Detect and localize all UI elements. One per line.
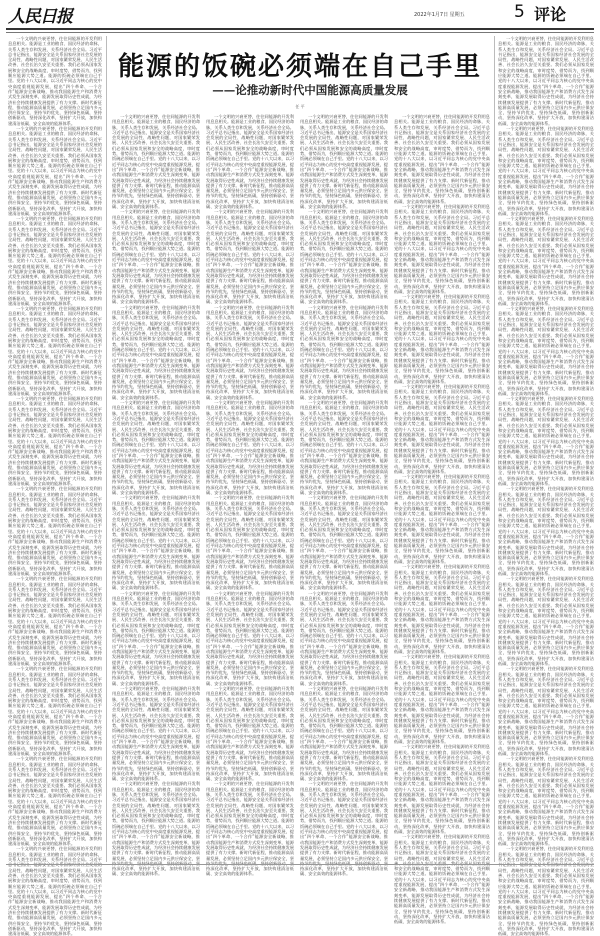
body-paragraph: 一个文明的兴衰更替，往往同能源的开发利用息息相关。能源是工业的粮食、国民经济的命脉，关系人类生存和发展，关系经济社会全局。习近平总书记指出，能源安全是关系国家经济社会发展的全局性、战略性问题，对国家繁荣发展、人民生活改善、社会长治久安至关重要。我们必须从国家发展和安全的战略高度，审时度势，借势而为，找到顺应能源大势之道。能源的饭碗必须端在自己手里。党的十八大以来，以习近平同志为核心的党中央高度重视能源发展，提出“四个革命、一个合作”能源安全新战略，推动我国能源生产和消费方式发生深刻变革，能源发展取得历史性成就，为经济社会持续健康发展提供了有力支撑。新时代新征程，推动能源高质量发展，必须坚持立足国内多元供应保安全，坚持节约优先，坚持绿色低碳，坚持创新驱动，坚持深化改革，坚持扩大开放，加快构建清洁低碳、安全高效的能源体系。 <box>300 114 388 210</box>
body-paragraph: 一个文明的兴衰更替，往往同能源的开发利用息息相关。能源是工业的粮食、国民经济的命脉，关系人类生存和发展，关系经济社会全局。习近平总书记指出，能源安全是关系国家经济社会发展的全局性、战略性问题，对国家繁荣发展、人民生活改善、社会长治久安至关重要。我们必须从国家发展和安全的战略高度，审时度势，借势而为，找到顺应能源大势之道。能源的饭碗必须端在自己手里。党的十八大以来，以习近平同志为核心的党中央高度重视能源发展，提出“四个革命、一个合作”能源安全新战略，推动我国能源生产和消费方式发生深刻变革，能源发展取得历史性成就，为经济社会持续健康发展提供了有力支撑。新时代新征程，推动能源高质量发展，必须坚持立足国内多元供应保安全，坚持节约优先，坚持绿色低碳，坚持创新驱动，坚持深化改革，坚持扩大开放，加快构建清洁低碳、安全高效的能源体系。 <box>8 216 102 306</box>
body-paragraph: 一个文明的兴衰更替，往往同能源的开发利用息息相关。能源是工业的粮食、国民经济的命脉，关系人类生存和发展，关系经济社会全局。习近平总书记指出，能源安全是关系国家经济社会发展的全局性、战略性问题，对国家繁荣发展、人民生活改善、社会长治久安至关重要。我们必须从国家发展和安全的战略高度，审时度势，借势而为，找到顺应能源大势之道。能源的饭碗必须端在自己手里。党的十八大以来，以习近平同志为核心的党中央高度重视能源发展，提出“四个革命、一个合作”能源安全新战略，推动我国能源生产和消费方式发生深刻变革，能源发展取得历史性成就，为经济社会持续健康发展提供了有力支撑。新时代新征程，推动能源高质量发展，必须坚持立足国内多元供应保安全，坚持节约优先，坚持绿色低碳，坚持创新驱动，坚持深化改革，坚持扩大开放，加快构建清洁低碳、安全高效的能源体系。 <box>394 384 490 474</box>
body-paragraph: 一个文明的兴衰更替，往往同能源的开发利用息息相关。能源是工业的粮食、国民经济的命脉，关系人类生存和发展，关系经济社会全局。习近平总书记指出，能源安全是关系国家经济社会发展的全局性、战略性问题，对国家繁荣发展、人民生活改善、社会长治久安至关重要。我们必须从国家发展和安全的战略高度，审时度势，借势而为，找到顺应能源大势之道。能源的饭碗必须端在自己手里。党的十八大以来，以习近平同志为核心的党中央高度重视能源发展，提出“四个革命、一个合作”能源安全新战略，推动我国能源生产和消费方式发生深刻变革，能源发展取得历史性成就，为经济社会持续健康发展提供了有力支撑。新时代新征程，推动能源高质量发展，必须坚持立足国内多元供应保安全，坚持节约优先，坚持绿色低碳，坚持创新驱动，坚持深化改革，坚持扩大开放，加快构建清洁低碳、安全高效的能源体系。 <box>112 590 200 686</box>
body-paragraph: 一个文明的兴衰更替，往往同能源的开发利用息息相关。能源是工业的粮食、国民经济的命脉，关系人类生存和发展，关系经济社会全局。习近平总书记指出，能源安全是关系国家经济社会发展的全局性、战略性问题，对国家繁荣发展、人民生活改善、社会长治久安至关重要。我们必须从国家发展和安全的战略高度，审时度势，借势而为，找到顺应能源大势之道。能源的饭碗必须端在自己手里。党的十八大以来，以习近平同志为核心的党中央高度重视能源发展，提出“四个革命、一个合作”能源安全新战略，推动我国能源生产和消费方式发生深刻变革，能源发展取得历史性成就，为经济社会持续健康发展提供了有力支撑。新时代新征程，推动能源高质量发展，必须坚持立足国内多元供应保安全，坚持节约优先，坚持绿色低碳，坚持创新驱动，坚持深化改革，坚持扩大开放，加快构建清洁低碳、安全高效的能源体系。 <box>206 209 294 305</box>
body-paragraph: 一个文明的兴衰更替，往往同能源的开发利用息息相关。能源是工业的粮食、国民经济的命脉，关系人类生存和发展，关系经济社会全局。习近平总书记指出，能源安全是关系国家经济社会发展的全局性、战略性问题，对国家繁荣发展、人民生活改善、社会长治久安至关重要。我们必须从国家发展和安全的战略高度，审时度势，借势而为，找到顺应能源大势之道。能源的饭碗必须端在自己手里。党的十八大以来，以习近平同志为核心的党中央高度重视能源发展，提出“四个革命、一个合作”能源安全新战略，推动我国能源生产和消费方式发生深刻变革，能源发展取得历史性成就，为经济社会持续健康发展提供了有力支撑。新时代新征程，推动能源高质量发展，必须坚持立足国内多元供应保安全，坚持节约优先，坚持绿色低碳，坚持创新驱动，坚持深化改革，坚持扩大开放，加快构建清洁低碳、安全高效的能源体系。 <box>112 304 200 400</box>
body-paragraph: 一个文明的兴衰更替，往往同能源的开发利用息息相关。能源是工业的粮食、国民经济的命脉，关系人类生存和发展，关系经济社会全局。习近平总书记指出，能源安全是关系国家经济社会发展的全局性、战略性问题，对国家繁荣发展、人民生活改善、社会长治久安至关重要。我们必须从国家发展和安全的战略高度，审时度势，借势而为，找到顺应能源大势之道。能源的饭碗必须端在自己手里。党的十八大以来，以习近平同志为核心的党中央高度重视能源发展，提出“四个革命、一个合作”能源安全新战略，推动我国能源生产和消费方式发生深刻变革，能源发展取得历史性成就，为经济社会持续健康发展提供了有力支撑。新时代新征程，推动能源高质量发展，必须坚持立足国内多元供应保安全，坚持节约优先，坚持绿色低碳，坚持创新驱动，坚持深化改革，坚持扩大开放，加快构建清洁低碳、安全高效的能源体系。 <box>394 114 490 204</box>
article-title: 能源的饭碗必须端在自己手里 <box>117 52 482 82</box>
body-column-3 <box>206 114 294 877</box>
body-paragraph: 一个文明的兴衰更替，往往同能源的开发利用息息相关。能源是工业的粮食、国民经济的命脉，关系人类生存和发展，关系经济社会全局。习近平总书记指出，能源安全是关系国家经济社会发展的全局性、战略性问题，对国家繁荣发展、人民生活改善、社会长治久安至关重要。我们必须从国家发展和安全的战略高度，审时度势，借势而为，找到顺应能源大势之道。能源的饭碗必须端在自己手里。党的十八大以来，以习近平同志为核心的党中央高度重视能源发展，提出“四个革命、一个合作”能源安全新战略，推动我国能源生产和消费方式发生深刻变革，能源发展取得历史性成就，为经济社会持续健康发展提供了有力支撑。新时代新征程，推动能源高质量发展，必须坚持立足国内多元供应保安全，坚持节约优先，坚持绿色低碳，坚持创新驱动，坚持深化改革，坚持扩大开放，加快构建清洁低碳、安全高效的能源体系。 <box>300 590 388 686</box>
body-paragraph: 一个文明的兴衰更替，往往同能源的开发利用息息相关。能源是工业的粮食、国民经济的命脉，关系人类生存和发展，关系经济社会全局。习近平总书记指出，能源安全是关系国家经济社会发展的全局性、战略性问题，对国家繁荣发展、人民生活改善、社会长治久安至关重要。我们必须从国家发展和安全的战略高度，审时度势，借势而为，找到顺应能源大势之道。能源的饭碗必须端在自己手里。党的十八大以来，以习近平同志为核心的党中央高度重视能源发展，提出“四个革命、一个合作”能源安全新战略，推动我国能源生产和消费方式发生深刻变革，能源发展取得历史性成就，为经济社会持续健康发展提供了有力支撑。新时代新征程，推动能源高质量发展，必须坚持立足国内多元供应保安全，坚持节约优先，坚持绿色低碳，坚持创新驱动，坚持深化改革，坚持扩大开放，加快构建清洁低碳、安全高效的能源体系。 <box>394 294 490 384</box>
body-paragraph: 一个文明的兴衰更替，往往同能源的开发利用息息相关。能源是工业的粮食、国民经济的命脉，关系人类生存和发展，关系经济社会全局。习近平总书记指出，能源安全是关系国家经济社会发展的全局性、战略性问题，对国家繁荣发展、人民生活改善、社会长治久安至关重要。我们必须从国家发展和安全的战略高度，审时度势，借势而为，找到顺应能源大势之道。能源的饭碗必须端在自己手里。党的十八大以来，以习近平同志为核心的党中央高度重视能源发展，提出“四个革命、一个合作”能源安全新战略，推动我国能源生产和消费方式发生深刻变革，能源发展取得历史性成就，为经济社会持续健康发展提供了有力支撑。新时代新征程，推动能源高质量发展，必须坚持立足国内多元供应保安全，坚持节约优先，坚持绿色低碳，坚持创新驱动，坚持深化改革，坚持扩大开放，加快构建清洁低碳、安全高效的能源体系。 <box>394 654 490 745</box>
body-paragraph: 一个文明的兴衰更替，往往同能源的开发利用息息相关。能源是工业的粮食、国民经济的命脉，关系人类生存和发展，关系经济社会全局。习近平总书记指出，能源安全是关系国家经济社会发展的全局性、战略性问题，对国家繁荣发展、人民生活改善、社会长治久安至关重要。我们必须从国家发展和安全的战略高度，审时度势，借势而为，找到顺应能源大势之道。能源的饭碗必须端在自己手里。党的十八大以来，以习近平同志为核心的党中央高度重视能源发展，提出“四个革命、一个合作”能源安全新战略，推动我国能源生产和消费方式发生深刻变革，能源发展取得历史性成就，为经济社会持续健康发展提供了有力支撑。新时代新征程，推动能源高质量发展，必须坚持立足国内多元供应保安全，坚持节约优先，坚持绿色低碳，坚持创新驱动，坚持深化改革，坚持扩大开放，加快构建清洁低碳、安全高效的能源体系。 <box>8 396 102 486</box>
body-paragraph: 一个文明的兴衰更替，往往同能源的开发利用息息相关。能源是工业的粮食、国民经济的命脉，关系人类生存和发展，关系经济社会全局。习近平总书记指出，能源安全是关系国家经济社会发展的全局性、战略性问题，对国家繁荣发展、人民生活改善、社会长治久安至关重要。我们必须从国家发展和安全的战略高度，审时度势，借势而为，找到顺应能源大势之道。能源的饭碗必须端在自己手里。党的十八大以来，以习近平同志为核心的党中央高度重视能源发展，提出“四个革命、一个合作”能源安全新战略，推动我国能源生产和消费方式发生深刻变革，能源发展取得历史性成就，为经济社会持续健康发展提供了有力支撑。新时代新征程，推动能源高质量发展，必须坚持立足国内多元供应保安全，坚持节约优先，坚持绿色低碳，坚持创新驱动，坚持深化改革，坚持扩大开放，加快构建清洁低碳、安全高效的能源体系。 <box>8 756 102 847</box>
body-paragraph: 一个文明的兴衰更替，往往同能源的开发利用息息相关。能源是工业的粮食、国民经济的命脉，关系人类生存和发展，关系经济社会全局。习近平总书记指出，能源安全是关系国家经济社会发展的全局性、战略性问题，对国家繁荣发展、人民生活改善、社会长治久安至关重要。我们必须从国家发展和安全的战略高度，审时度势，借势而为，找到顺应能源大势之道。能源的饭碗必须端在自己手里。党的十八大以来，以习近平同志为核心的党中央高度重视能源发展，提出“四个革命、一个合作”能源安全新战略，推动我国能源生产和消费方式发生深刻变革，能源发展取得历史性成就，为经济社会持续健康发展提供了有力支撑。新时代新征程，推动能源高质量发展，必须坚持立足国内多元供应保安全，坚持节约优先，坚持绿色低碳，坚持创新驱动，坚持深化改革，坚持扩大开放，加快构建清洁低碳、安全高效的能源体系。 <box>206 304 294 400</box>
section-name: 评论 <box>534 5 567 24</box>
body-paragraph: 一个文明的兴衰更替，往往同能源的开发利用息息相关。能源是工业的粮食、国民经济的命脉，关系人类生存和发展，关系经济社会全局。习近平总书记指出，能源安全是关系国家经济社会发展的全局性、战略性问题，对国家繁荣发展、人民生活改善、社会长治久安至关重要。我们必须从国家发展和安全的战略高度，审时度势，借势而为，找到顺应能源大势之道。能源的饭碗必须端在自己手里。党的十八大以来，以习近平同志为核心的党中央高度重视能源发展，提出“四个革命、一个合作”能源安全新战略，推动我国能源生产和消费方式发生深刻变革，能源发展取得历史性成就，为经济社会持续健康发展提供了有力支撑。新时代新征程，推动能源高质量发展，必须坚持立足国内多元供应保安全，坚持节约优先，坚持绿色低碳，坚持创新驱动，坚持深化改革，坚持扩大开放，加快构建清洁低碳、安全高效的能源体系。 <box>394 474 490 564</box>
body-paragraph: 一个文明的兴衰更替，往往同能源的开发利用息息相关。能源是工业的粮食、国民经济的命脉，关系人类生存和发展，关系经济社会全局。习近平总书记指出，能源安全是关系国家经济社会发展的全局性、战略性问题，对国家繁荣发展、人民生活改善、社会长治久安至关重要。我们必须从国家发展和安全的战略高度，审时度势，借势而为，找到顺应能源大势之道。能源的饭碗必须端在自己手里。党的十八大以来，以习近平同志为核心的党中央高度重视能源发展，提出“四个革命、一个合作”能源安全新战略，推动我国能源生产和消费方式发生深刻变革，能源发展取得历史性成就，为经济社会持续健康发展提供了有力支撑。新时代新征程，推动能源高质量发展，必须坚持立足国内多元供应保安全，坚持节约优先，坚持绿色低碳，坚持创新驱动，坚持深化改革，坚持扩大开放，加快构建清洁低碳、安全高效的能源体系。 <box>394 564 490 654</box>
masthead <box>6 2 594 28</box>
body-paragraph: 一个文明的兴衰更替，往往同能源的开发利用息息相关。能源是工业的粮食、国民经济的命脉，关系人类生存和发展，关系经济社会全局。习近平总书记指出，能源安全是关系国家经济社会发展的全局性、战略性问题，对国家繁荣发展、人民生活改 和安全的战略高度，审时度势，借势而为，找到顺应能源大势之道。能源的饭碗必须端在自己手里。党的十八大以来，以习近平同志为核心的党中央高度重视能源发展，提出“四个革命、一个合作”能源安全新战略，推动我国能源生产和消费方式发生深刻变革，能源发展取得历史性成就，为经济社会持续健康发展提供了有力支撑。新时代新征程，推动能源高质量发展，必须坚持立足国内多元供应保安全，坚持节约优先，坚持绿色低碳，坚持创新驱动，坚持深化改革，坚持扩大开放，加快构建清洁低碳、安全高效的能源体系。 <box>394 834 490 925</box>
body-column-4 <box>300 114 388 877</box>
body-paragraph: 一个文明的兴衰更替，往往同能源的开发利用息息相关。能源是工业的粮食、国民经济的命脉，关系人类生存和发展，关系经济社会全局。习近平总书记指出，能源安全是关系国家经济社会发展的全局性、战略性问题，对国家繁荣发展、人民生活改善、社会长治久安至关重要。我们必须从国家发展和安全的战略高度，审时度势，借势而为，找到顺应能源大势之道。能源的饭碗必须端在自己手里。党的十八大以来，以习近平同志为核心的党中央高度重视能源发展，提出“四个革命、一个合作”能源安全新战略，推动我国能源生产和消费方式发生深刻变革，能源发展取得历史性成就，为经济社会持续健康发展提供了有力支撑。新时代新征程，推动能源高质量发展，必须坚持立足国内多元供应保安全，坚持节约优先，坚持绿色低碳，坚持创新驱动，坚持深化改革，坚持扩大开放，加快构建清洁低碳、安全高效的能源体系。 <box>498 486 594 576</box>
body-paragraph: 一个文明的兴衰更替，往往同能源的开发利用息息相关。能源是工业的粮食、国民经济的命脉，关系人类生存和发展，关系经济社会全局。习近平总书记指出，能源安全是关系国家经济社会发展的全局性、战略性问题，对国家繁荣发展、人民生活改善、社会长治久安至关重要。我们必须从国家发展和安全的战略高度，审时度势，借势而为，找到顺应能源大势之道。能源的饭碗必须端在自己手里。党的十八大以来，以习近平同志为核心的党中央高度重视能源发展，提出“四个革命、一个合作”能源安全新战略，推动我国能源生产和消费方式发生深刻变革，能源发展取得历史性成就，为经济社会持续健康发展提供了有力支撑。新时代新征程，推动能源高质量发展，必须坚持立足国内多元供应保安全，坚持节约优先，坚持绿色低碳，坚持创新驱动，坚持深化改革，坚持扩大开放，加快构建清洁低碳、安全高效的能源体系。 <box>8 666 102 757</box>
body-paragraph: 一个文明的兴衰更替，往往同能源的开发利用息息相关。能源是工业的粮食、国民经济的命脉，关系人类生存和发展，关系经济社会全局。习近平总书记指出，能源安全是关系国家经济社会发展的全局性、战略性问题，对国家繁荣发展、人民生活改善、社会长治久安至关重要。我们必须从国家发展和安全的战略高度，审时度势，借势而为，找到顺应能源大势之道。能源的饭碗必须端在自己手里。党的十八大以来，以习近平同志为核心的党中央高度重视能源发展，提出“四个革命、一个合作”能源安全新战略，推动我国能源生产和消费方式发生深刻变革，能源发展取得历史性成就，为经济社会持续健康发展提供了有力支撑。新时代新征程，推动能源高质量发展，必须坚持立足国内多元供应保安全，坚持节约优先，坚持绿色低碳，坚持创新驱动，坚持深化改革，坚持扩大开放，加快构建清洁低碳、安全高效的能源体系。 <box>498 216 594 306</box>
body-paragraph: 一个文明的兴衰更替，往往同能源的开发利用息息相关。能源是工业的粮食、国民经济的命脉，关系人类生存和发展，关系经济社会全局。习近平总书记指出，能源安全是关系国家经济社会发展的全局性、战略性问题，对国家繁荣发展、人民生活改善、社会长治久安至关重要。我们必须从国家发展和安全的战略高度，审时度势，借势而为，找到顺应能源大势之道。能源的饭碗必须端在自己手里。党的十八大以来，以习近平同志为核心的党中央高度重视能源发展，提出“四个革命、一个合作”能源安全新战略，推动我国能源生产和消费方式发生深刻变革，能源发展取得历史性成就，为经济社会持续健康发展提供了有力支撑。新时代新征程，推动能源高质量发展，必须坚持立足国内多元供应保安全，坚 持深化改革，坚持扩大开放，加快构建清洁低碳、安全高效的能源体系。 <box>206 781 294 877</box>
body-paragraph: 一个文明的兴衰更替，往往同能源的开发利用息息相关。能源是工业的粮食、国民经济的命脉，关系人类生存和发展，关系经济社会全局。习近平总书记指出，能源安全是关系国家经济社会发展的全局性、战略性问题，对国家繁荣发展、人民生活改善、社会长治久安至关重要。我们必须从国家发展和安全的战略高度，审时度势，借势而为，找到顺应能源大势之道。能源的饭碗必须端在自己手里。党的十八大以来，以习近平同志为核心的党中央高度重视能源发展，提出“四个革命、一个合作”能源安全新战略，推动我国能源生产和消费方式发生深刻变革，能源发展取得历史性成就，为经济社会持续健康发展提供了有力支撑。新时代新征程，推动能源高质量发展，必须坚持立足国内多元供应保安全，坚持节约优先，坚持绿色低碳，坚持创新驱动，坚持深化改革，坚持扩大开放，加快构建清洁低碳、安全高效的能源体系。 <box>8 486 102 576</box>
issue-date: 2022年1月7日 星期五 <box>414 12 465 18</box>
body-paragraph: 一个文明的兴衰更替，往往同能源的开发利用息息相关。能源是工业的粮食、国民经济的命脉，关系人类生存和发展，关系经济社会全局。习近平总书记指出，能源安全是关系国家经济社会发展的全局性、战略性问题，对国家繁荣发展、人民生活改善、社会长治久安至关重要。我们必须从国家发展和安全的战略高度，审时度势，借势而为，找到顺应能源大势之道。能源的饭碗必须端在自己手里。党的十八大以来，以习近平同志为核心的党中央高度重视能源发展，提出“四个革命、一个合作”能源安全新战略，推动我国能源生产和消费方式发生深刻变革，能源发展取得历史性成就，为经济社会持续健康发展提供了有力支撑。新时代新征程，推动能源高质量发展，必须坚持立足国内多元供应保安全，坚持节约优先，坚持绿色低碳，坚持创新驱动，坚持深化改革，坚持扩大开放，加快构建清洁低碳、安全高效的能源体系。 <box>394 204 490 294</box>
body-column-1 <box>8 36 102 936</box>
body-paragraph: 一个文明的兴衰更替，往往同能源的开发利用息息相关。能源是工业的粮食、国民经济的命脉，关系人类生存和发展，关系经济社会全局。习近平总书记指出，能源安全是关系国家经济社会发展的全局性、战略性问题，对国家繁荣发展、人民生活改善、社会长治久安至关重要。我们必须从国家发展和安全的战略高度，审时度势，借势而为，找到顺应能源大势之道。能源的饭碗必须端在自己手里。党的十八大以来，以习近平同志为核心的党中央高度重视能源发展，提出“四个革命、一个合作”能源安全新战略，推动我国能源生产和消费方式发生深刻变革，能源发展取得历史性成就，为经济社会持续健康发展提供了有力支撑。新时代新征程，推动能源高质量发展，必须坚持立足国内多元供应保安全，坚持节约优先，坚持绿色低碳，坚持创新驱动，坚持深化改革，坚持扩大开放，加快构建清洁低碳、安全高效的能源体系。 <box>206 590 294 686</box>
masthead-rule-thin <box>6 32 594 33</box>
body-column-6 <box>498 36 594 936</box>
body-paragraph: 一个文明的兴衰更替，往往同能源的开发利用息息相关。能源是工业的粮食、国民经济的命脉，关系人类生存和发展，关系经济社会全局。习近平总书记指出，能源安全是关系国家经济社会发展的全局性、战略性问题，对国家繁荣发展、人民生活改善、社会长治久安至关重要。我们必须从国家发展和安全的战略高度，审时度势，借势而为，找到顺应能源大势之道。能源的饭碗必须端在自己手里。党的十八大以来，以习近平同志为核心的党中央高度重视能源发展，提出“四个革命、一个合作”能源安全新战略，推动我国能源生产和消费方式发生深刻变革，能源发展取得历史性成就，为经济社会持续健康发展提供了有力支撑。新时代新征程，推动能源高质量发展，必须坚持立足国内多元供应保安全，坚持节约优先，坚持绿色低碳，坚持创新驱动，坚持深化改革，坚持扩大开放，加快构建清洁低碳、安全高效的能源体系。 <box>8 36 102 126</box>
page-number: 5 <box>514 2 525 22</box>
body-paragraph: 一个文明的兴衰更替，往往同能源的开发利用息息相关。能源是工业的粮食、国民经济的命脉，关系人类生存和发展，关系经济社会全局。习近平总书记指出，能源安全是关系国家经济社会发展的全局性、战略性问题，对国家繁荣发展、人民生活改善、社会长治久安至关重要。我们必须从国家发展和安全的战略高度，审时度势，借势而为，找到顺应能源大势之道。能源的饭碗必须端在自己手里。党的十八大以来，以习近平同志为核心的党中央高度重视能源发展，提出“四个革命、一个合作”能源安全新战略，推动我国能源生产和消费方式发生深刻变革，能源发展取得历史性成就，为经济社会持续健康发展提供了有力支撑。新时代新征程，推动能源高质量发展，必须坚持立足国内多元供应保安全，坚持节约优先，坚持绿色低碳，坚持创新驱动，坚持深化改革，坚持扩大开放，加快构建清洁低碳、安全高效的能源体系。 <box>498 36 594 126</box>
body-paragraph: 一个文明的兴衰更替，往往同能源的开发利用息息相关。能源是工业的粮食、国民经济的命脉，关系人类生存和发展，关系经济社会全局。习近平总书记指出，能源安全是关系国家经济社会发展的全局性、战略性问题，对国家繁荣发展、人民生活改善、社会长治久安至关重要。我们必须从国家发展和安全的战略高度，审时度势，借势而为，找到顺应能源大势之道。能源的饭碗必须端在自己手里。党的十八大以来，以习近平同志为核心的党中央高度重视能源发展，提出“四个革命、一个合作”能源安全新战略，推动我国能源生产和消费方式发生深刻变革，能源发展取得历史性成就，为经济社会持续健康发展提供了有力支撑。新时代新征程，推动能源高质量发展，必须坚持立足国内多元供应保安全，坚持节约优先，坚持绿色低碳，坚持创新驱动，坚持深化改革，坚持扩大开放，加快构建清洁低碳、安全高效的能源体系。 <box>498 306 594 396</box>
body-paragraph: 一个文明的兴衰更替，往往同能源的开发利用息息相关。能源是工业的粮食、国民经济的命脉，关系人类生存和发展，关系经济社会全局。习近平总书记指出，能源安全是关系国家经济社会发展的全局性、战略性问题，对国家繁荣发展、人民生活改善、社会长治久安至关重要。我们必须从国家发展和安全的战略高度，审时度势，借势而为，找到顺应能源大势之道。能源的饭碗必须端在自己手里。党的十八大以来，以习近平同志为核心的党中央高度重视能源发展，提出“四个革命、一个合作”能源安全新战略，推动我国能源生产和消费方式发生深刻变革，能源发展取得历史性成就，为经济社会持续健康发展提供了有力支撑。新时代新征程，推动能源高质量发展，必须坚持立足国内多元供应保安全，坚持节约优先，坚持绿色低碳，坚持创新驱动，坚持深化改革，坚持扩大开放，加快构建清洁低碳、安全高效的能源体系。 <box>206 495 294 591</box>
body-paragraph: 一个文明的兴衰更替，往往同能源的开发利用息息相关。能源是工业的粮食、国民经济的命脉，关系人类生存和发展，关系经济社会全局。习近平总书记指出，能源安全是关系国家经济社会发展的全局性、战略性问题，对国家繁荣发展、人民生活改善、社会长治久安至关重要。我们必须从国家发展和安全的战略高度，审时度势，借势而为，找到顺应能源大势之道。能源的饭碗必须端在自己手里。党的十八大以来，以习近平同志为核心的党中央高度重视能源发展，提出“四个革命、一个合作”能源安全新战略，推动我国能源生产和消费方式发生深刻变革，能源发展取得历史性成就，为经济社会持续健康发展提供了有力支撑。新时代新征程，推动能源高质量发展，必须坚持立足国内多元供应保安全，坚持节约优先，坚持绿色低碳，坚持创新驱动，坚持深化改革，坚持扩大开放，加快构建清洁低碳、安全高效的能源体系。 <box>300 304 388 400</box>
newspaper-logo: 人民日报 <box>8 7 72 27</box>
body-paragraph: 一个文明的兴衰更替，往往同能源的开发利用息息相关。能源是工业的粮食、国民经济的命脉，关系人类生存和发展，关系经济社会全局。习近平总书记指出，能源安全是关系国家经济社会发展的全局性、战略性问题，对国家繁荣发展、人民生活改善、社会长治久安至关重要。我们必须从国家发展和安全的战略高度，审时度势，借势而为，找到顺应能源大势之道。能源的饭碗必须端在自己手里。党的十八大以来，以习近平同志为核心的党中央高度重视能源发展，提出“四个革命、一个合作”能源安全新战略，推动我国能源生产和消费方式发生深刻变革，能源发展取得历史性成就，为经济社会持续健康发展提供了有力支撑。新时代新征程，推动能源高质量发展，必须坚持立足国内多元供应保安全，坚持节约优先，坚持绿色低碳，坚持创新驱动，坚持深化改革，坚持扩大开放，加快构建清洁低碳、安全高效的能源体系。 <box>300 495 388 591</box>
article-subtitle: ——论推动新时代中国能源高质量发展 <box>212 83 408 97</box>
body-paragraph: 一个文明的兴衰更替，往往同能源的开发利用息息相关。能源是工业的粮食、国民经济的命脉，关系人类生存和发展，关系经济社会全局。习近平总书记指出，能源安全是关系国家经济社会发展的全局性、战略性问题，对国家繁荣发展、人民生活改善、社会长治久安至关重要。我们必须从国家发展和安全的战略高度，审时度势，借势而为，找到顺应能源大势之道。能源的饭碗必须端在自己手里。党的十八大以来，以习近平同志为核心的党中央高度重视能源发展，提出“四个革命、一个合作”能源安全新战略，推动我国能源生产和消费方式发生深刻变革，能源发展取得历史性成就，为经济社会持续健康发展提供了有力支撑。新时代新征程，推动能源高质量发展，必须坚持立足国内多元供应保安全，坚持节约优先，坚持绿色低碳，坚持创新驱动，坚持深化改革，坚持扩大开放，加快构建清洁低碳、安全高效的能源体系。 <box>300 209 388 305</box>
body-paragraph: 一个文明的兴衰更替，往往同能源的开发利用息息相关。能源是工业的粮食、国民经济的命脉，关系人类生存和发展，关系经济社会全局。习近平总书记指出，能源安全是关系国家经济社会发展的全局性、战略性问题，对国家繁荣发展、人民生活改善、社会长治久安至关重要。我们必须从国家发展和安全的战略高度，审时度势，借势而为，找到顺应能源大势之道。能源的饭碗必须端在自己手里。党的十八大以来，以习近平同志为核心的党中央高度重视能源发展，提出“四个革命、一个合作”能源安全新战略，推动我国能源生产和消费方式发生深刻变革，能源发展取得历史性成就，为经济社会持续健康发展提供了有力支撑。新时代新征程，推动能源高质量发展，必须坚持立足国内多元供应保安全，坚持节约优先，坚持绿色低碳，坚持创新驱动，坚持深化改革，坚持扩大开放，加快构建清洁低碳、安全高效的能源体系。 <box>300 686 388 782</box>
body-paragraph: 一个文明的兴衰更替，往往同能源的开发利用息息相关。能源是工业的粮食、国民经济的命脉，关系人类生存和发展，关系经济社会全局。习近平 全局性、战略性问题，对国家繁荣发展、人民生活改善、社会长治久安至关重要。我们必须从国家发展和安全的战略高度，审时度势，借势而为，找到顺应能源大势之道。能源的饭碗必须端在自己手里。党的十八大以来，以习近平同志为核心的党中央高度重视能源发展，提出“四个革命、一个合作”能源安全新战略，推动我国能源生产和消费方式发生深刻变革，能源发展取得历史性成就，为经济社会持续健康发展提供了有力支撑。新时代新征程，推动能源高质量发展，必须坚持立足国内多元供应保安全，坚持节约优先，坚持绿色低碳，坚持创新驱动，坚持深化改革，坚持扩大开放，加快构建清洁低碳、安全高效的能源体系。 <box>8 846 102 936</box>
body-paragraph: 一个文明的兴衰更替，往往同能源的开发利用息息相关。能源是工业的粮食、国民经济的命脉，关系人类生存和发展，关系经济社会全局。习近平总书记指出，能源安全是关系国家经济社会发展的全局性、战略性问题，对国家繁荣发展、人民生活改善、社会长治久安至关重要。我们必须从国家发展和安全的战略高度，审时度势，借势而为，找到顺应能源大势之道。能源的饭碗必须端在自己手里。党的十八大以来，以习近平同志为核心的党中央高度重视能源发展，提出“四个革命、一个合作”能源安全新战略，推动我国能源生产和消费方式发生深刻变革，能源发展取得历史性成就，为经济社会持续健康发展提供了有力支撑。新时代新征程，推动能源高质量发展，必须坚持立足国内多元供应保安全，坚持节约优先，坚持绿色低碳，坚持创新驱动，坚持深化改革，坚持扩大开放，加快构建清洁低碳、安全高效的能源体系。 <box>206 400 294 496</box>
body-paragraph: 一个文明的兴衰更替，往往同能源的开发利用息息相关。能源是工业的粮食、国民经济的命脉，关系人类生存和发展，关系经济社会全局。习近平总书记指出，能源安全是关系国家经济社会发展的全局性、战略性问题，对国家繁荣发展、人民生活改善、社会长治久安至关重要。我们必须从国家发展和安全的战略高度，审时度势，借势而为，找到顺应能源大势之道。能源的饭碗必须端在自己手里。党的十八大以来，以习近平同志为核心的党中央高度重视能源发展，提出“四个革命、一个合作”能源安全新战略，推动我国能源生产和消费方式发生深刻变革，能源发展取得历史性成就，为经济社会持续健康发展提供了有力支撑。新时代新征程，推动能源高质量发展，必须坚持立足国内多元供应保安全，坚持节约优先，坚持绿色低碳，坚持创新驱动，坚持深化改革，坚持扩大开放，加快构建清洁低碳、安全高效的能源体系。 <box>112 209 200 305</box>
body-paragraph: 一个文明的兴衰更替，往往同能源的开发利用息息相关。能源是工业的粮食、国民经济的命脉，关系人类生存和发展，关系经济社会全局。习近平总书记指出，能源安全是关系国家经济社会发展的全局性、战略性问题，对国家繁荣发展、人民生活改善、社会长治久安至关重要。我们必须从国家发展和安全的战略高度，审时度势，借势而为，找到顺应能源大势之道。能源的饭碗必须端在自己手里。党的十八大以来，以习近平同志为核心的党中央高度重视能源发展，提出“四个革命、一个合作”能源安全新战略，推动我国能源生产和消费方式发生深刻变革，能源发展取得历史性成就，为经济社会持续健康发展提供了有力支撑。新时代新征程，推动能源高质量发展，必须坚持立足国内多元供应保安全，坚持节约优先，坚持绿色低碳，坚持创新驱动，坚持深化改革，坚持扩大开放，加快构建清洁低碳、安全高效的能源体系。 <box>498 396 594 486</box>
body-paragraph: 一个文明的兴衰更替，往往同能源的开发利用息息相关。能源是工业的粮食、国民经济的命脉，关系人类生存和发展，关系经济社会全局。习近平总书记指出，能源安全是关系国家经济社会发展的全局性、战略性问题，对国家繁荣发展、人民生活改善、社会长治久安至关重要。我们必须从国家发展和安全的战略高度，审时度势，借势而为，找到顺应能源大势之道。能源的饭碗必须端在自己手里。党的十八大以来，以习近平同志为核心的党中央高度重视能源发展，提出“四个革命、一个合作”能源安全新战略，推动我国能源生产和消费方式发生深刻变革，能源发展取得历史性成就，为经济社会持续健康发展提供了有力支撑。新时代新征程，推动能源高质量发展，必须坚持立足国内多元供应保安全，坚持节约优先，坚持绿色低碳，坚持创新驱动，坚持深化改革，坚持扩大开放，加快构建清洁低碳、安全高效的能源体系。 <box>206 686 294 782</box>
body-paragraph: 一个文明的兴衰更替，往往同能源的开发利用息息相关。能源是工业的粮食、国民经济的命脉，关系人类生存和发展，关系经济社会全局。习近平总书记指出，能源安全是关系国家经济社会发展的全局性、战略性问题，对国家繁荣发展、人民生活改善、社会长治久安至关重要。我们必须从国家发展和安全的战略高度，审时度势，借势而为，找到顺应能源大势之道。能源的饭碗必须端在自己手里。党的十八大以来，以习近平同志为核心的党中央高度重视能源发展，提出“四个革命、一个合作”能源安全新战略，推动我国能源生产和消费方式发生深刻变革，能源发展取得历史性成就，为经济社会持续健康发展提供了有力支撑。新时代新征程，推动能源高质量发展，必须坚持立足国内多元供应保安全，坚持节约优先，坚持绿色低碳，坚持创新驱动，坚持深化改革，坚持扩大开放，加快构建清洁低碳、安全高效的能源体系。 <box>300 400 388 496</box>
body-column-5 <box>394 114 490 925</box>
body-paragraph: 一个文明的兴衰更替，往往同能源的开发利用息息相关。能源是工业的粮食、国民经济的命脉，关系人类生存和发展，关系经济社会全局。习近平总书记指出，能源安全是关系国家经济社会发展的全局性、战略性问题，对国家繁荣发展、人民生活改善、社会长治久安至关重要。我们必须从国家发展和安全的战略高度，审时度势，借势而为，找到顺应能源大势之道。能源的饭碗必须端在自己手里。党的十八大以来，以习近平同志为核心的党中央高度重视能源发展，提出“四个革命、一个合作”能源安全新战略，推动我国能源生产和消费方式发生深刻变革，能源发展取得历史性成就，为经济社会持续健康发展提供了有力支撑。新时代新征程，推动能源高质量发展，必须坚持立足国内多元供应保安全，坚持节约优先，坚持绿色低碳，坚持创新驱动，坚持深化改革，坚持扩大开放，加快构建清洁低碳、安全高效的能源体系。 <box>8 126 102 216</box>
body-paragraph: 一个文明的兴衰更替，往往同能源的开发利用息息相关。能源是工业的粮食、国民经济的命脉，关系人类生存和发展，关系经济社会全局。习近平总书记指出，能源安全是关系国家经济社会发展的全局性、战略性问题，对国家繁荣发展、人民生活改善、社会长治久安至关重要。我们必须从国家发展和安全的战略高度，审时度势，借势而为，找到顺应能源大势之道。能源的饭碗必须端在自己手里。党的十八大以来，以习近平同志为核心的党中央高度重视能源发展，提出“四个革命、一个合作”能源安全新战略，推动我国能源生产和消费方式发生深刻变革，能源发展取得历史性成就，为经济社会持续健康发展提供了有力支撑。新时代新征程，推动能源高质量发展，必须坚持立足国内多元供应保安全，坚持节约优先，坚持绿色低碳，坚持创新驱动，坚持深化改革，坚持扩大开放，加快构建清洁低碳、安全高效的能源体系。 <box>206 114 294 210</box>
column-divider <box>494 36 495 862</box>
body-paragraph: 一个文明的兴衰更替，往往同能源的开发利用息息相关。能源是工业的粮食、国民经济的命脉，关系人类生存和发展，关系经济社会全局。习近平总书记指出，能源安全是关系国家经济社会发展的全局性、战略性问题，对国家繁荣发展、人民生活改善、社会长治久安至关重要。我们必须从国家发展和安全的战略高度，审时度势，借势而为，找到顺应能源大势之道。能源的饭碗必须端在自己手里。党的十八大以来，以习近平同志为核心的党中央高度重视能源发展，提出“四个革命、一个合作”能源安全新战略，推动我国能源生产和消费方式发生深刻变革，能源发展取得历史性成就，为经济社会持续健康发展提供了有力支撑。新时代新征程，推动能源高质量发展，必须坚持立足国内多元供应保安全，坚 持深化改革，坚持扩大开放，加快构建清洁低碳、安全高效的能源体系。 <box>300 781 388 877</box>
page-bottom-rule <box>6 864 594 865</box>
body-paragraph: 一个文明的兴衰更替，往往同能源的开发利用息息相关。能源是工业的粮食、国民经济的命脉，关系人类生存和发展，关系经济社会全局。习近平总书记指出，能源安全是关系国家经济社会发展的全局性、战略性问题，对国家繁荣发展、人民生活改善、社会长治久安至关重要。我们必须从国家发展和安全的战略高度，审时度势，借势而为，找到顺应能源大势之道。能源的饭碗必须端在自己手里。党的十八大以来，以习近平同志为核心的党中央高度重视能源发展，提出“四个革命、一个合作”能源安全新战略，推动我国能源生产和消费方式发生深刻变革，能源发展取得历史性成就，为经济社会持续健康发展提供了有力支撑。新时代新征程，推动能源高质量发展，必须坚持立足国内多元供应保安全，坚持节约优先，坚持绿色低碳，坚持创新驱动，坚持深化改革，坚持扩大开放，加快构建清洁低碳、安全高效的能源体系。 <box>498 576 594 667</box>
masthead-rule <box>6 28 594 30</box>
body-paragraph: 一个文明的兴衰更替，往往同能源的开发利用息息相关。能源是工业的粮食、国民经济的命脉，关系人类生存和发展，关系经济社会全局。习近平总书记指出，能源安全是关系国家经济社会发展的全局性、战略性问题，对国家繁荣发展、人民生活改善、社会长治久安至关重要。我们必须从国家发展和安全的战略高度，审时度势，借势而为，找到顺应能源大势之道。能源的饭碗必须端在自己手里。党的十八大以来，以习近平同志为核心的党中央高度重视能源发展，提出“四个革命、一个合作”能源安全新战略，推动我国能源生产和消费方式发生深刻变革，能源发展取得历史性成就，为经济社会持续健康发展提供了有力支撑。新时代新征程，推动能源高质量发展，必须坚持立足国内多元供应保安全，坚持节约优先，坚持绿色低碳，坚持创新驱动，坚持深化改革，坚持扩大开放，加快构建清洁低碳、安全高效的能源体系。 <box>8 576 102 667</box>
column-divider <box>106 36 107 862</box>
body-paragraph: 一个文明的兴衰更替，往往同能源的开发利用息息相关。能源是工业的粮食、国民经济的命脉，关系人类生存和发展，关系经济社会全局。习近平总书记指出，能源安全是关系国家经济社会发展的全局性、战略性问题，对国家繁荣发展、人民生活改善、社会长治久安至关重要。我们必须从国家发展和安全的战略高度，审时度势，借势而为，找到顺应能源大势之道。能源的饭碗必须端在自己手里。党的十八大以来，以习近平同志为核心的党中央高度重视能源发展，提出“四个革命、一个合作”能源安全新战略，推动我国能源生产和消费方式发生深刻变革，能源发展取得历史性成就，为经济社会持续健康发展提供了有力支撑。新时代新征程，推动能源高质量发展，必须坚持立足国内多元供应保安全，坚持节约优先，坚持绿色低碳，坚持创新驱动，坚持深化改革，坚持扩大开放，加快构建清洁低碳、安全高效的能源体系。 <box>498 756 594 847</box>
article-byline: 任 平 <box>295 104 305 109</box>
body-paragraph: 一个文明的兴衰更替，往往同能源的开发利用息息相关。能源是工业的粮食、国民经济的命脉，关系人类生存和发展，关系经济社会全局。习近平总书记指出，能源安全是关系国家经济社会发展的全局性、战略性问题，对国家繁荣发展、人民生活改善、社会长治久安至关重要。我们必须从国家发展和安全的战略高度，审时度势，借势而为，找到顺应能源大势之道。能源的饭碗必须端在自己手里。党的十八大以来，以习近平同志为核心的党中央高度重视能源发展，提出“四个革命、一个合作”能源安全新战略，推动我国能源生产和消费方式发生深刻变革，能源发展取得历史性成就，为经济社会持续健康发展提供了有力支撑。新时代新征程，推动能源高质量发展，必须坚持立足国内多元供应保安全，坚持节约优先，坚持绿色低碳，坚持创新驱动，坚持深化改革，坚持扩大开放，加快构建清洁低碳、安全高效的能源体系。 <box>8 306 102 396</box>
body-paragraph: 一个文明的兴衰更替，往往同能源的开发利用息息相关。能源是工业的粮食、国民经济的命脉，关系人类生存和发展，关系经济社会全局。习近平总书记指出，能源安全是关系国家经济社会发展的全局性、战略性问题，对国家繁荣发展、人民生活改善、社会长治久安至关重要。我们必须从国家发展和安全的战略高度，审时度势，借势而为，找到顺应能源大势之道。能源的饭碗必须端在自己手里。党的十八大以来，以习近平同志为核心的党中央高度重视能源发展，提出“四个革命、一个合作”能源安全新战略，推动我国能源生产和消费方式发生深刻变革，能源发展取得历史性成就，为经济社会持续健康发展提供了有力支撑。新时代新征程，推动能源高质量发展，必须坚持立足国内多元供应保安全，坚持节约优先，坚持绿色低碳，坚持创新驱动，坚持深化改革，坚持扩大开放，加快构建清洁低碳、安全高效的能源体系。 <box>112 400 200 496</box>
body-paragraph: 一个文明的兴衰更替，往往同能源的开发利用息息相关。能源是工业的粮食、国民经济的命脉，关系人类生存和发展，关系经济社会全局。习近平总书记指出，能源安全是关系国家经济社会发展的全局性、战略性问题，对国家繁荣发展、人民生活改善、社会长治久安至关重要。我们必须从国家发展和安全的战略高度，审时度势，借势而为，找到顺应能源大势之道。能源的饭碗必须端在自己手里。党的十八大以来，以习近平同志为核心的党中央高度重视能源发展，提出“四个革命、一个合作”能源安全新战略，推动我国能源生产和消费方式发生深刻变革，能源发展取得历史性成就，为经济社会持续健康发展提供了有力支撑。新时代新征程，推动能源高质量发展，必须坚持立足国内多元供应保安全，坚持节约优先，坚持绿色低碳，坚持创新驱动，坚持深化改革，坚持扩大开放，加快构建清洁低碳、安全高效的能源体系。 <box>112 114 200 210</box>
body-paragraph: 一个文明的兴衰更替，往往同能源的开发利用息息相关。能源是工业的粮食、国民经济的命脉，关系人类生存和发展，关系经济社会全局。习近平总书记指出，能源安全是关系国家经济社会发展的全局性、战略性问题，对国家繁荣发展、人民生活改善、社会长治久安至关重要。我们必须从国家发展和安全的战略高度，审时度势，借势而为，找到顺应能源大势之道。能源的饭碗必须端在自己手里。党的十八大以来，以习近平同志为核心的党中央高度重视能源发展，提出“四个革命、一个合作”能源安全新战略，推动我国能源生产和消费方式发生深刻变革，能源发展取得历史性成就，为经济社会持续健康发展提供了有力支撑。新时代新征程，推动能源高质量发展，必须坚持立足国内多元供应保安全，坚持节约优先，坚持绿色低碳，坚持创新驱动，坚持深化改革，坚持扩大开放，加快构建清洁低碳、安全高效的能源体系。 <box>112 686 200 782</box>
body-paragraph: 一个文明的兴衰更替，往往同能源的开发利用息息相关。能源是工业的粮食、国民经济的命脉，关系人类生存和发展，关系经济社会全局。习近平总书记指出，能源安全是关系国家经济社会发展的全局性、战略性问题，对国家繁荣发展、人民生活改善、社会长治久安至关重要。我们必须从国家发展和安全的战略高度，审时度势，借势而为，找到顺应能源大势之道。能源的饭碗必须端在自己手里。党的十八大以来，以习近平同志为核心的党中央高度重视能源发展，提出“四个革命、一个合作”能源安全新战略，推动我国能源生产和消费方式发生深刻变革，能源发展取得历史性成就，为经济社会持续健康发展提供了有力支撑。新时代新征程，推动能源高质量发展，必须坚持立足国内多元供应保安全，坚持节约优先，坚持绿色低碳，坚持创新驱动，坚持深化改革，坚持扩大开放，加快构建清洁低碳、安全高效的能源体系。 <box>112 495 200 591</box>
body-paragraph: 一个文明的兴衰更替，往往同能源的开发利用息息相关。能源是工业的粮食、国民经济的命脉，关系人类生存和发展，关系经济社会全局。习近平总书记指出，能源安全是关系国家经济社会发展的全局性、战略性问题，对国家繁荣发展、人民生活改善、社会长治久安至关重要。我们必须从国家发展和安全的战略高度，审时度势，借势而为，找到顺应能源大势之道。能源的饭碗必须端在自己手里。党的十八大以来，以习近平同志为核心的党中央高度重视能源发展，提出“四个革命、一个合作”能源安全新战略，推动我国能源生产和消费方式发生深刻变革，能源发展取得历史性成就，为经济社会持续健康发展提供了有力支撑。新时代新征程，推动能源高质量发展，必须坚持立足国内多元供应保安全，坚持节约优先，坚持绿色低碳，坚持创新驱动，坚持深化改革，坚持扩大开放，加快构建清洁低碳、安全高效的能源体系。 <box>394 744 490 835</box>
body-paragraph: 一个文明的兴衰更替，往往同能源的开发利用息息相关。能源是工业的粮食、国民经济的命脉，关系人类生存和发展，关系经济社会全局。习近平总书记指出，能源安全是关系国家经济社会发展的全局性、战略性问题，对国家繁荣发展、人民生活改善、社会长治久安至关重要。我们必须从国家发展和安全的战略高度，审时度势，借势而为，找到顺应能源大势之道。能源的饭碗必须端在自己手里。党的十八大以来，以习近平同志为核心的党中央高度重视能源发展，提出“四个革命、一个合作”能源安全新战略，推动我国能源生产和消费方式发生深刻变革，能源发展取得历史性成就，为经济社会持续健康发展提供了有力支撑。新时代新征程，推动能源高质量发展，必须坚持立足国内多元供应保安全，坚持节约优先，坚持绿色低碳，坚持创新驱动，坚持深化改革，坚持扩大开放，加快构建清洁低碳、安全高效的能源体系。 <box>498 126 594 216</box>
body-paragraph: 一个文明的兴衰更替，往往同能源的开发利用息息相关。能源是工业的粮食、国民经济的命脉，关系人类生存和发展，关系经济社会全局。习近平总书记指出，能源安全是关系国家经济社会发展的全局性、战略性问题，对国家繁荣发展、人民生活改善、社会长治久安至关重要。我们必须从国家发展和安全的战略高度，审时度势，借势而为，找到顺应能源大势之道。能源的饭碗必须端在自己手里。党的十八大以来，以习近平同志为核心的党中央高度重视能源发展，提出“四个革命、一个合作”能源安全新战略，推动我国能源生产和消费方式发生深刻变革，能源发展取得历史性成就，为经济社会持续健康发展提供了有力支撑。新时代新征程，推动能源高质量发展，必须坚持立足国内多元供应保安全，坚持节约优先，坚持绿色低碳，坚持创新驱动，坚持深化改革，坚持扩大开放，加快构建清洁低碳、安全高效的能源体系。 <box>498 666 594 757</box>
body-column-2 <box>112 114 200 877</box>
body-paragraph: 一个文明的兴衰更替，往往同能源的开发利用息息相关。能源是工业的粮食、国民经济的命脉，关系人类生存和发展，关系经济社会全局。习近平总书记指出，能源安全是关系国家经济社会发展的全局性、战略性问题，对国家繁荣发展、人民生活改善、社会长治久安至关重要。我们必须从国家发展和安全的战略高度，审时度势，借势而为，找到顺应能源大势之道。能源的饭碗必须端在自己手里。党的十八大以来，以习近平同志为核心的党中央高度重视能源发展，提出“四个革命、一个合作”能源安全新战略，推动我国能源生产和消费方式发生深刻变革，能源发展取得历史性成就，为经济社会持续健康发展提供了有力支撑。新时代新征程，推动能源高质量发展，必须坚持立足国内多元供应保安全，坚 持深化改革，坚持扩大开放，加快构建清洁低碳、安全高效的能源体系。 <box>112 781 200 877</box>
body-paragraph: 一个文明的兴衰更替，往往同能源的开发利用息息相关。能源是工业的粮食、国民经济的命脉，关系人类生存和发展，关系经济社会全局。习近平总 局性、战略性问题，对国家繁荣发展、人民生活改善、社会长治久安至关重要。我们必须从国家发展和安全的战略高度，审时度势，借势而为，找到顺应能源大势之道。能源的饭碗必须端在自己手里。党的十八大以来，以习近平同志为核心的党中央高度重视能源发展，提出“四个革命、一个合作”能源安全新战略，推动我国能源生产和消费方式发生深刻变革，能源发展取得历史性成就，为经济社会持续健康发展提供了有力支撑。新时代新征程，推动能源高质量发展，必须坚持立足国内多元供应保安全，坚持节约优先，坚持绿色低碳，坚持创新驱动，坚持深化改革，坚持扩大开放，加快构建清洁低碳、安全高效的能源体系。 <box>498 846 594 936</box>
